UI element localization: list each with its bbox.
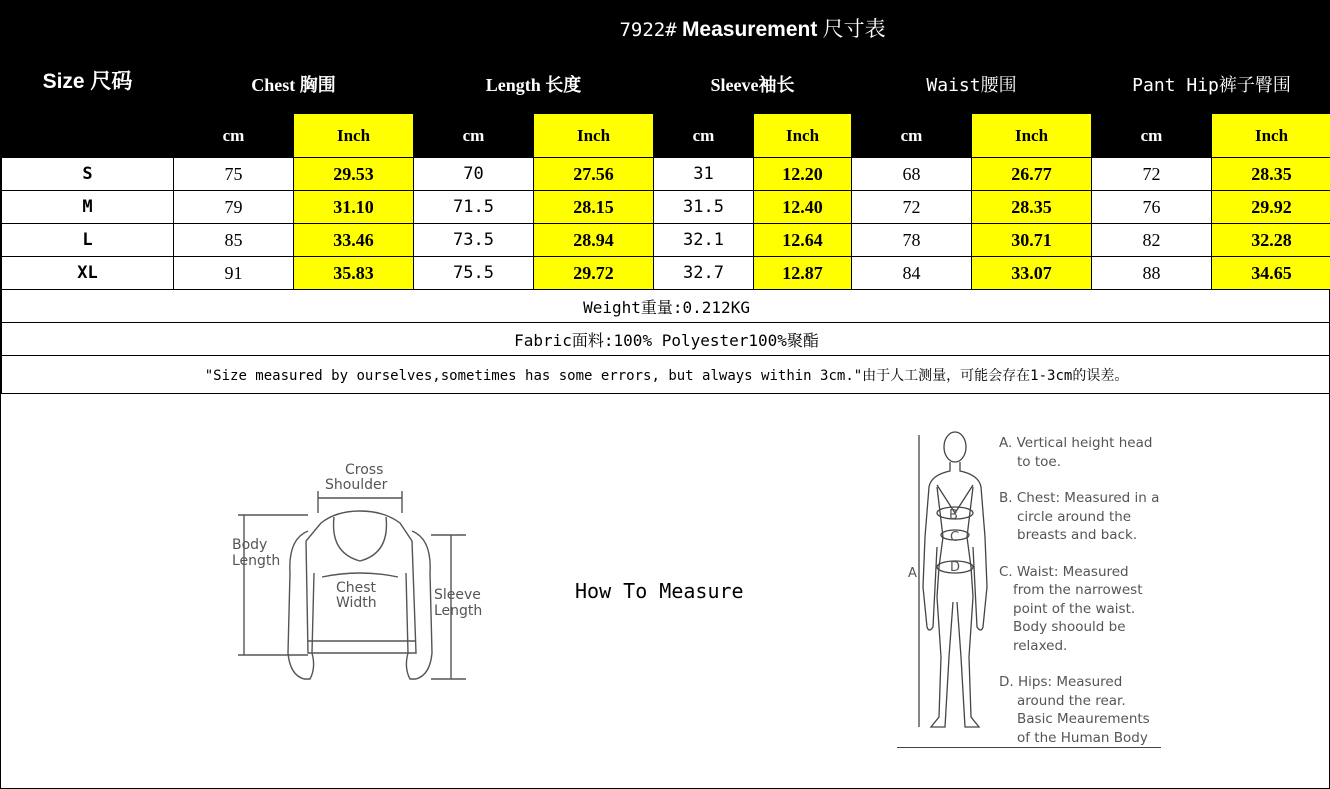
legend-line: Body shoould be [1013, 619, 1126, 635]
value-cell: 12.87 [754, 257, 852, 290]
marker-b: B [949, 508, 958, 523]
value-cell: 73.5 [414, 224, 534, 257]
value-cell: 75 [174, 158, 294, 191]
size-cell: L [2, 224, 174, 257]
value-cell: 85 [174, 224, 294, 257]
value-cell: 82 [1092, 224, 1212, 257]
unit-inch: Inch [534, 114, 654, 158]
value-cell: 32.1 [654, 224, 754, 257]
legend-line: C. Waist: Measured [999, 563, 1129, 580]
value-cell: 29.53 [294, 158, 414, 191]
value-cell: 33.07 [972, 257, 1092, 290]
table-row [2, 224, 1330, 257]
marker-d: D [950, 560, 961, 575]
label-sleeve: Sleeve [434, 587, 481, 603]
unit-cm: cm [1092, 114, 1212, 158]
legend-line: A. Vertical height head [999, 435, 1153, 451]
value-cell: 32.7 [654, 257, 754, 290]
value-cell: 29.72 [534, 257, 654, 290]
size-table [1, 1, 1330, 394]
label-sleeve-length: Length [434, 603, 483, 619]
weight-row: Weight重量:0.212KG [2, 290, 1330, 323]
value-cell: 32.28 [1212, 224, 1330, 257]
legend-line: of the Human Body [1017, 729, 1148, 746]
value-cell: 76 [1092, 191, 1212, 224]
legend-line: B. Chest: Measured in a [999, 490, 1160, 506]
table-row [2, 158, 1330, 191]
size-cell: S [2, 158, 174, 191]
chest-width-arrow [322, 573, 398, 577]
table-row [2, 257, 1330, 290]
label-chest: Chest [336, 580, 377, 596]
legend-line: relaxed. [1013, 637, 1068, 654]
value-cell: 71.5 [414, 191, 534, 224]
title-cn: 尺寸表 [822, 16, 886, 41]
value-cell: 28.15 [534, 191, 654, 224]
value-cell: 27.56 [534, 158, 654, 191]
size-cell: M [2, 191, 174, 224]
value-cell: 12.64 [754, 224, 852, 257]
value-cell: 78 [852, 224, 972, 257]
value-cell: 33.46 [294, 224, 414, 257]
body-diagram [901, 427, 991, 745]
legend-line: Basic Meaurements [1017, 711, 1150, 727]
group-length: Length 长度 [414, 54, 654, 114]
value-cell: 29.92 [1212, 191, 1330, 224]
value-cell: 31.10 [294, 191, 414, 224]
value-cell: 91 [174, 257, 294, 290]
legend-item-b [999, 489, 1189, 545]
value-cell: 30.71 [972, 224, 1092, 257]
label-shoulder: Shoulder [325, 477, 388, 493]
table-row [2, 191, 1330, 224]
label-body: Body [232, 537, 268, 553]
value-cell: 84 [852, 257, 972, 290]
garment-diagram [226, 453, 486, 693]
value-cell: 31 [654, 158, 754, 191]
how-to-measure-heading: How To Measure [575, 579, 744, 603]
value-cell: 26.77 [972, 158, 1092, 191]
value-cell: 68 [852, 158, 972, 191]
size-column-header: Size 尺码 [2, 2, 174, 158]
marker-a: A [908, 566, 917, 581]
unit-cm: cm [174, 114, 294, 158]
value-cell: 79 [174, 191, 294, 224]
value-cell: 72 [1092, 158, 1212, 191]
title-code: 7922# [619, 18, 677, 41]
unit-inch: Inch [972, 114, 1092, 158]
unit-inch: Inch [294, 114, 414, 158]
legend-line: to toe. [1017, 453, 1061, 470]
group-chest: Chest 胸围 [174, 54, 414, 114]
legend-item-d [999, 673, 1189, 747]
legend-item-c [999, 563, 1189, 656]
label-width: Width [336, 595, 377, 611]
value-cell: 31.5 [654, 191, 754, 224]
unit-inch: Inch [754, 114, 852, 158]
unit-cm: cm [852, 114, 972, 158]
value-cell: 12.40 [754, 191, 852, 224]
marker-c: C [950, 530, 960, 545]
title-word: Measurement [681, 17, 818, 41]
value-cell: 75.5 [414, 257, 534, 290]
value-cell: 28.35 [972, 191, 1092, 224]
unit-cm: cm [654, 114, 754, 158]
fabric-row: Fabric面料:100% Polyester100%聚酯 [2, 323, 1330, 356]
group-sleeve: Sleeve袖长 [654, 54, 852, 114]
group-pant-hip: Pant Hip裤子臀围 [1092, 54, 1330, 114]
unit-cm: cm [414, 114, 534, 158]
legend-line: circle around the [1017, 508, 1132, 525]
value-cell: 70 [414, 158, 534, 191]
value-cell: 12.20 [754, 158, 852, 191]
legend-line: breasts and back. [1017, 527, 1138, 543]
size-cell: XL [2, 257, 174, 290]
table-title [174, 2, 1330, 54]
value-cell: 28.35 [1212, 158, 1330, 191]
label-body-length: Length [232, 553, 281, 569]
unit-inch: Inch [1212, 114, 1330, 158]
legend-item-a [999, 434, 1189, 471]
legend-line: from the narrowest [1013, 582, 1143, 598]
group-waist: Waist腰围 [852, 54, 1092, 114]
legend-line: point of the waist. [1013, 600, 1136, 617]
legend-line: D. Hips: Measured [999, 674, 1123, 690]
value-cell: 88 [1092, 257, 1212, 290]
value-cell: 35.83 [294, 257, 414, 290]
value-cell: 72 [852, 191, 972, 224]
value-cell: 28.94 [534, 224, 654, 257]
legend-line: around the rear. [1017, 692, 1126, 709]
measurement-note: "Size measured by ourselves,sometimes has some errors, but always within 3cm."由于人工测量，可能会存在1-3cm的误差。 [2, 356, 1330, 394]
measurement-legend [999, 434, 1189, 765]
value-cell: 34.65 [1212, 257, 1330, 290]
label-cross: Cross [345, 462, 384, 478]
head-shape [944, 432, 966, 462]
